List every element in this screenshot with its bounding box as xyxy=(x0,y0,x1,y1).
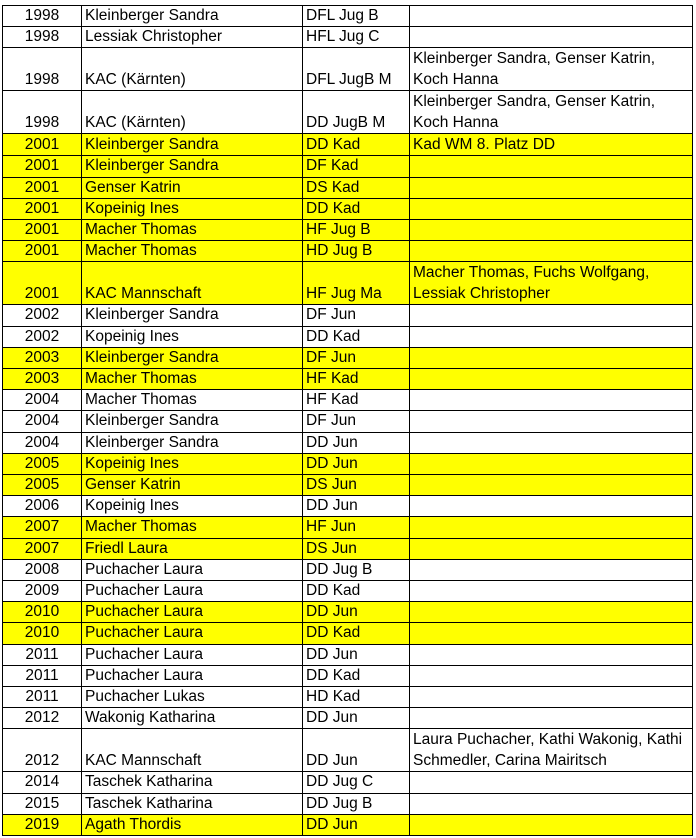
year-cell: 2003 xyxy=(3,369,82,390)
category-cell: DD Jun xyxy=(303,453,410,474)
note-cell xyxy=(410,369,693,390)
category-cell: HF Jun xyxy=(303,517,410,538)
note-cell: Kleinberger Sandra, Genser Katrin, Koch Hanna xyxy=(410,91,693,134)
table-row xyxy=(3,496,693,517)
name-cell: KAC Mannschaft xyxy=(82,729,303,772)
table-row xyxy=(3,538,693,559)
table-row xyxy=(3,411,693,432)
name-cell: Genser Katrin xyxy=(82,177,303,198)
table-row xyxy=(3,347,693,368)
name-cell: Taschek Katharina xyxy=(82,793,303,814)
note-cell xyxy=(410,581,693,602)
note-cell xyxy=(410,6,693,27)
note-cell xyxy=(410,687,693,708)
year-cell: 2001 xyxy=(3,177,82,198)
name-cell: Kleinberger Sandra xyxy=(82,134,303,156)
note-cell xyxy=(410,602,693,623)
note-cell xyxy=(410,538,693,559)
year-cell: 2015 xyxy=(3,793,82,814)
name-cell: Kleinberger Sandra xyxy=(82,156,303,177)
table-row xyxy=(3,793,693,814)
year-cell: 2006 xyxy=(3,496,82,517)
name-cell: Puchacher Laura xyxy=(82,581,303,602)
year-cell: 2011 xyxy=(3,687,82,708)
name-cell: Macher Thomas xyxy=(82,517,303,538)
year-cell: 2001 xyxy=(3,198,82,219)
table-row xyxy=(3,729,693,772)
year-cell: 2011 xyxy=(3,665,82,686)
year-cell: 2001 xyxy=(3,262,82,305)
note-cell: Macher Thomas, Fuchs Wolfgang, Lessiak Christopher xyxy=(410,262,693,305)
category-cell: DD Kad xyxy=(303,581,410,602)
year-cell: 1998 xyxy=(3,48,82,91)
note-cell xyxy=(410,156,693,177)
category-cell: HD Kad xyxy=(303,687,410,708)
year-cell: 2001 xyxy=(3,220,82,241)
category-cell: DS Kad xyxy=(303,177,410,198)
name-cell: Puchacher Laura xyxy=(82,602,303,623)
year-cell: 2011 xyxy=(3,644,82,665)
note-cell xyxy=(410,390,693,411)
category-cell: DD Jun xyxy=(303,729,410,772)
category-cell: DD Jun xyxy=(303,432,410,453)
category-cell: DF Jun xyxy=(303,347,410,368)
category-cell: DD Kad xyxy=(303,326,410,347)
name-cell: Kopeinig Ines xyxy=(82,198,303,219)
category-cell: DD Jug B xyxy=(303,559,410,580)
note-cell xyxy=(410,241,693,262)
category-cell: DD Kad xyxy=(303,134,410,156)
table-row xyxy=(3,6,693,27)
category-cell: DD Jug C xyxy=(303,772,410,793)
table-row xyxy=(3,432,693,453)
name-cell: Macher Thomas xyxy=(82,369,303,390)
results-table xyxy=(2,5,693,836)
note-cell xyxy=(410,644,693,665)
year-cell: 2004 xyxy=(3,411,82,432)
category-cell: DF Jun xyxy=(303,305,410,326)
table-row xyxy=(3,305,693,326)
year-cell: 2007 xyxy=(3,517,82,538)
table-row xyxy=(3,644,693,665)
category-cell: DD Kad xyxy=(303,198,410,219)
name-cell: KAC Mannschaft xyxy=(82,262,303,305)
name-cell: Genser Katrin xyxy=(82,475,303,496)
note-cell xyxy=(410,411,693,432)
name-cell: Kleinberger Sandra xyxy=(82,411,303,432)
year-cell: 2002 xyxy=(3,326,82,347)
note-cell xyxy=(410,347,693,368)
note-cell xyxy=(410,708,693,729)
table-row xyxy=(3,369,693,390)
table-row xyxy=(3,177,693,198)
category-cell: DD Jun xyxy=(303,708,410,729)
note-cell xyxy=(410,814,693,835)
year-cell: 2010 xyxy=(3,602,82,623)
name-cell: Kleinberger Sandra xyxy=(82,432,303,453)
name-cell: Kleinberger Sandra xyxy=(82,305,303,326)
note-cell xyxy=(410,496,693,517)
table-row xyxy=(3,156,693,177)
year-cell: 2014 xyxy=(3,772,82,793)
name-cell: Taschek Katharina xyxy=(82,772,303,793)
year-cell: 2008 xyxy=(3,559,82,580)
name-cell: Macher Thomas xyxy=(82,390,303,411)
name-cell: Puchacher Lukas xyxy=(82,687,303,708)
year-cell: 1998 xyxy=(3,6,82,27)
year-cell: 2019 xyxy=(3,814,82,835)
table-row xyxy=(3,475,693,496)
note-cell: Kleinberger Sandra, Genser Katrin, Koch Hanna xyxy=(410,48,693,91)
name-cell: Kopeinig Ines xyxy=(82,496,303,517)
note-cell xyxy=(410,475,693,496)
year-cell: 2001 xyxy=(3,241,82,262)
table-row xyxy=(3,665,693,686)
year-cell: 1998 xyxy=(3,91,82,134)
note-cell xyxy=(410,453,693,474)
table-row xyxy=(3,91,693,134)
table-row xyxy=(3,687,693,708)
note-cell xyxy=(410,220,693,241)
table-row xyxy=(3,48,693,91)
year-cell: 1998 xyxy=(3,27,82,48)
name-cell: KAC (Kärnten) xyxy=(82,48,303,91)
name-cell: Kopeinig Ines xyxy=(82,326,303,347)
name-cell: Wakonig Katharina xyxy=(82,708,303,729)
year-cell: 2005 xyxy=(3,475,82,496)
category-cell: DD Jun xyxy=(303,644,410,665)
table-row xyxy=(3,772,693,793)
year-cell: 2012 xyxy=(3,729,82,772)
table-row xyxy=(3,198,693,219)
note-cell xyxy=(410,27,693,48)
category-cell: DD JugB M xyxy=(303,91,410,134)
year-cell: 2001 xyxy=(3,156,82,177)
year-cell: 2009 xyxy=(3,581,82,602)
year-cell: 2012 xyxy=(3,708,82,729)
name-cell: Macher Thomas xyxy=(82,241,303,262)
category-cell: HF Jug B xyxy=(303,220,410,241)
table-row xyxy=(3,27,693,48)
note-cell xyxy=(410,305,693,326)
note-cell xyxy=(410,432,693,453)
table-row xyxy=(3,326,693,347)
category-cell: DF Kad xyxy=(303,156,410,177)
category-cell: DD Kad xyxy=(303,623,410,644)
category-cell: DFL JugB M xyxy=(303,48,410,91)
note-cell xyxy=(410,772,693,793)
name-cell: Agath Thordis xyxy=(82,814,303,835)
year-cell: 2001 xyxy=(3,134,82,156)
category-cell: DS Jun xyxy=(303,538,410,559)
category-cell: DD Jun xyxy=(303,814,410,835)
category-cell: DF Jun xyxy=(303,411,410,432)
category-cell: DD Jun xyxy=(303,496,410,517)
note-cell xyxy=(410,559,693,580)
category-cell: DD Kad xyxy=(303,665,410,686)
note-cell: Kad WM 8. Platz DD xyxy=(410,134,693,156)
name-cell: Kopeinig Ines xyxy=(82,453,303,474)
year-cell: 2005 xyxy=(3,453,82,474)
year-cell: 2004 xyxy=(3,432,82,453)
note-cell xyxy=(410,198,693,219)
note-cell xyxy=(410,793,693,814)
name-cell: Kleinberger Sandra xyxy=(82,347,303,368)
note-cell xyxy=(410,177,693,198)
table-row xyxy=(3,602,693,623)
name-cell: Puchacher Laura xyxy=(82,559,303,580)
category-cell: HFL Jug C xyxy=(303,27,410,48)
note-cell xyxy=(410,326,693,347)
table-row xyxy=(3,390,693,411)
year-cell: 2004 xyxy=(3,390,82,411)
category-cell: HF Kad xyxy=(303,369,410,390)
year-cell: 2003 xyxy=(3,347,82,368)
name-cell: Puchacher Laura xyxy=(82,644,303,665)
category-cell: DD Jun xyxy=(303,602,410,623)
category-cell: HF Kad xyxy=(303,390,410,411)
table-row xyxy=(3,559,693,580)
name-cell: Friedl Laura xyxy=(82,538,303,559)
category-cell: DD Jug B xyxy=(303,793,410,814)
table-row xyxy=(3,623,693,644)
note-cell: Laura Puchacher, Kathi Wakonig, Kathi Schmedler, Carina Mairitsch xyxy=(410,729,693,772)
table-row xyxy=(3,453,693,474)
category-cell: HF Jug Ma xyxy=(303,262,410,305)
name-cell: Puchacher Laura xyxy=(82,623,303,644)
results-table-body xyxy=(3,6,693,836)
table-row xyxy=(3,517,693,538)
table-row xyxy=(3,241,693,262)
year-cell: 2010 xyxy=(3,623,82,644)
note-cell xyxy=(410,623,693,644)
table-row xyxy=(3,814,693,835)
note-cell xyxy=(410,517,693,538)
table-row xyxy=(3,134,693,156)
table-row xyxy=(3,581,693,602)
name-cell: Puchacher Laura xyxy=(82,665,303,686)
name-cell: Macher Thomas xyxy=(82,220,303,241)
category-cell: DS Jun xyxy=(303,475,410,496)
name-cell: KAC (Kärnten) xyxy=(82,91,303,134)
name-cell: Kleinberger Sandra xyxy=(82,6,303,27)
category-cell: HD Jug B xyxy=(303,241,410,262)
name-cell: Lessiak Christopher xyxy=(82,27,303,48)
category-cell: DFL Jug B xyxy=(303,6,410,27)
year-cell: 2002 xyxy=(3,305,82,326)
table-row xyxy=(3,708,693,729)
table-row xyxy=(3,220,693,241)
table-row xyxy=(3,262,693,305)
note-cell xyxy=(410,665,693,686)
year-cell: 2007 xyxy=(3,538,82,559)
